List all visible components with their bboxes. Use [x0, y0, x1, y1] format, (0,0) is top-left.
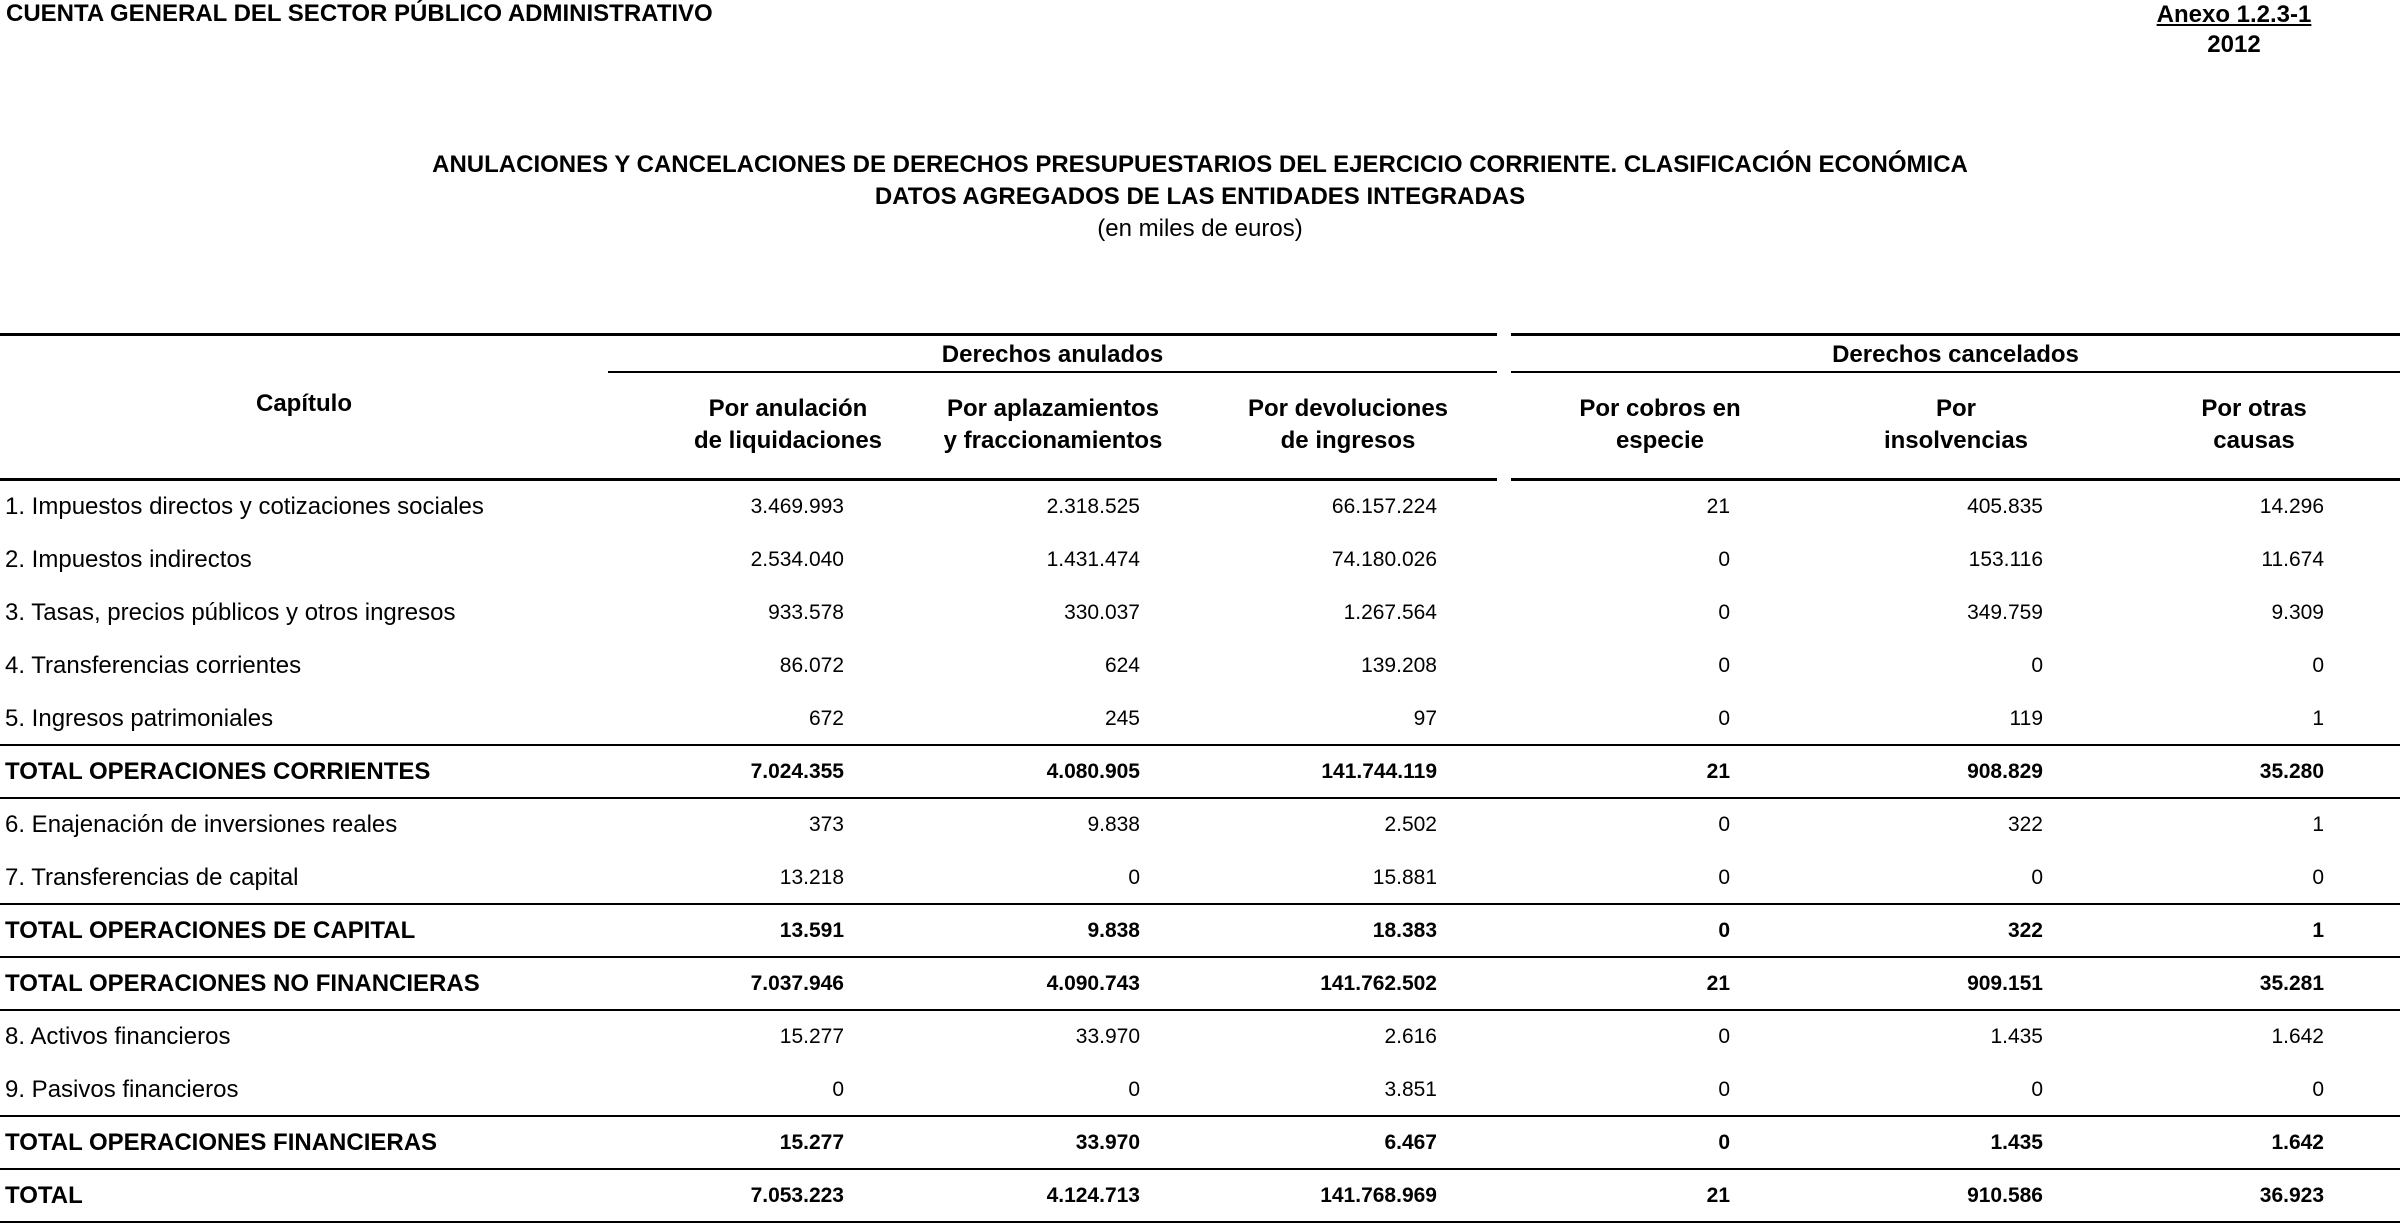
table-cell: 119 — [2009, 707, 2043, 730]
table-cell: 9.838 — [1087, 813, 1140, 836]
table-cell: 0 — [1718, 1025, 1730, 1048]
table-cell: 0 — [1128, 866, 1140, 889]
report-title: ANULACIONES Y CANCELACIONES DE DERECHOS PRESUPUESTARIOS DEL EJERCICIO CORRIENTE. CLASIFICACIÓN ECONÓMICA — [432, 151, 1968, 178]
table-cell: 2.318.525 — [1046, 495, 1140, 518]
table-cell: 9.838 — [1087, 919, 1140, 942]
table-cell: 0 — [1718, 707, 1730, 730]
table-cell: 624 — [1104, 654, 1140, 677]
table-cell: 21 — [1706, 972, 1730, 995]
group-header-cancelados: Derechos cancelados — [1832, 341, 2079, 368]
table-cell: 322 — [2007, 919, 2043, 942]
table-cell: 141.744.119 — [1321, 760, 1437, 783]
units-note: (en miles de euros) — [1097, 215, 1303, 242]
header-top-rule-right — [1511, 333, 2400, 336]
table-cell: 86.072 — [779, 654, 844, 677]
row-rule — [0, 1221, 2400, 1223]
table-cell: 1 — [2312, 813, 2324, 836]
table-cell: 349.759 — [1967, 601, 2043, 624]
table-cell: 4.080.905 — [1046, 760, 1140, 783]
table-cell: 0 — [2312, 1078, 2324, 1101]
table-cell: 373 — [808, 813, 844, 836]
table-cell: 9.309 — [2271, 601, 2324, 624]
report-subtitle: DATOS AGREGADOS DE LAS ENTIDADES INTEGRADAS — [874, 183, 1526, 210]
table-cell: 74.180.026 — [1331, 548, 1437, 571]
table-cell: 21 — [1706, 1184, 1730, 1207]
table-cell: 33.970 — [1075, 1025, 1140, 1048]
annex-label: Anexo 1.2.3-1 — [2156, 1, 2312, 28]
table-cell: 36.923 — [2259, 1184, 2324, 1207]
table-cell: 7.037.946 — [750, 972, 844, 995]
group-header-anulados: Derechos anulados — [941, 341, 1164, 368]
table-cell: 2.616 — [1384, 1025, 1437, 1048]
table-cell: 0 — [1128, 1078, 1140, 1101]
table-cell: 2.502 — [1384, 813, 1437, 836]
table-cell: 3.469.993 — [750, 495, 844, 518]
table-cell: 141.762.502 — [1320, 972, 1437, 995]
table-cell: 7.053.223 — [750, 1184, 844, 1207]
column-header-devoluciones: Por devoluciones de ingresos — [1247, 395, 1449, 454]
table-cell: 66.157.224 — [1331, 495, 1437, 518]
table-row-label: 6. Enajenación de inversiones reales — [5, 811, 398, 838]
table-cell: 0 — [2031, 1078, 2043, 1101]
table-cell: 4.090.743 — [1046, 972, 1140, 995]
table-cell: 1 — [2312, 707, 2324, 730]
table-cell: 405.835 — [1967, 495, 2043, 518]
row-header-capitulo: Capítulo — [256, 390, 352, 417]
table-cell: 245 — [1104, 707, 1140, 730]
table-cell: 1 — [2312, 919, 2324, 942]
table-cell: 330.037 — [1064, 601, 1140, 624]
table-cell: 933.578 — [768, 601, 844, 624]
table-cell: 1.267.564 — [1343, 601, 1437, 624]
table-cell: 0 — [2312, 866, 2324, 889]
table-cell: 909.151 — [1967, 972, 2043, 995]
table-cell: 139.208 — [1361, 654, 1437, 677]
table-total-row-label: TOTAL — [5, 1182, 83, 1209]
header-top-rule-left — [0, 333, 1497, 336]
column-header-otras-causas: Por otras causas — [2201, 395, 2307, 454]
column-header-aplazamientos: Por aplazamientos y fraccionamientos — [943, 395, 1163, 454]
table-cell: 1.435 — [1990, 1025, 2043, 1048]
group-rule-anulados — [608, 371, 1497, 373]
annex-year: 2012 — [2207, 31, 2261, 58]
table-cell: 0 — [1718, 601, 1730, 624]
table-cell: 15.277 — [779, 1131, 844, 1154]
table-cell: 21 — [1706, 495, 1730, 518]
table-row-label: 3. Tasas, precios públicos y otros ingresos — [5, 599, 456, 626]
table-cell: 0 — [1718, 1078, 1730, 1101]
table-row-label: 4. Transferencias corrientes — [5, 652, 302, 679]
table-cell: 14.296 — [2259, 495, 2324, 518]
table-cell: 3.851 — [1384, 1078, 1437, 1101]
annex-block — [2134, 0, 2334, 61]
table-cell: 0 — [2031, 654, 2043, 677]
table-cell: 35.281 — [2259, 972, 2324, 995]
table-row-label: 5. Ingresos patrimoniales — [5, 705, 274, 732]
organization-title: CUENTA GENERAL DEL SECTOR PÚBLICO ADMINISTRATIVO — [6, 0, 713, 27]
table-row-label: 1. Impuestos directos y cotizaciones sociales — [5, 493, 484, 520]
table-total-row-label: TOTAL OPERACIONES FINANCIERAS — [5, 1129, 438, 1156]
table-cell: 7.024.355 — [750, 760, 844, 783]
table-cell: 1.431.474 — [1046, 548, 1140, 571]
table-cell: 0 — [1718, 919, 1730, 942]
table-cell: 0 — [1718, 866, 1730, 889]
table-cell: 15.881 — [1372, 866, 1437, 889]
table-cell: 908.829 — [1967, 760, 2043, 783]
column-header-cobros-especie: Por cobros en especie — [1579, 395, 1741, 454]
report-titles — [0, 149, 2400, 245]
table-row-label: 2. Impuestos indirectos — [5, 546, 252, 573]
column-header-anulacion-liquidaciones: Por anulación de liquidaciones — [693, 395, 883, 454]
table-cell: 15.277 — [779, 1025, 844, 1048]
table-total-row-label: TOTAL OPERACIONES NO FINANCIERAS — [5, 970, 480, 997]
group-rule-cancelados — [1511, 371, 2400, 373]
column-header-insolvencias: Por insolvencias — [1883, 395, 2029, 454]
table-cell: 35.280 — [2259, 760, 2324, 783]
table-total-row-label: TOTAL OPERACIONES DE CAPITAL — [5, 917, 416, 944]
table-cell: 0 — [1718, 548, 1730, 571]
table-cell: 0 — [1718, 654, 1730, 677]
table-cell: 33.970 — [1075, 1131, 1140, 1154]
table-cell: 1.435 — [1990, 1131, 2043, 1154]
table-cell: 153.116 — [1968, 548, 2043, 571]
table-total-row-label: TOTAL OPERACIONES CORRIENTES — [5, 758, 431, 785]
data-table — [0, 333, 2400, 1225]
table-cell: 910.586 — [1967, 1184, 2043, 1207]
table-cell: 4.124.713 — [1046, 1184, 1140, 1207]
table-cell: 672 — [808, 707, 844, 730]
table-cell: 1.642 — [2271, 1131, 2324, 1154]
table-cell: 0 — [1718, 1131, 1730, 1154]
table-cell: 18.383 — [1372, 919, 1437, 942]
table-cell: 21 — [1706, 760, 1730, 783]
table-cell: 1.642 — [2271, 1025, 2324, 1048]
table-cell: 97 — [1413, 707, 1437, 730]
table-cell: 141.768.969 — [1320, 1184, 1437, 1207]
table-cell: 0 — [832, 1078, 844, 1101]
table-cell: 6.467 — [1384, 1131, 1437, 1154]
table-cell: 0 — [1718, 813, 1730, 836]
table-row-label: 7. Transferencias de capital — [5, 864, 299, 891]
table-cell: 13.218 — [779, 866, 844, 889]
table-row-label: 8. Activos financieros — [5, 1023, 231, 1050]
table-cell: 11.674 — [2261, 548, 2324, 571]
table-cell: 0 — [2031, 866, 2043, 889]
table-cell: 13.591 — [779, 919, 844, 942]
table-cell: 2.534.040 — [750, 548, 844, 571]
table-row-label: 9. Pasivos financieros — [5, 1076, 239, 1103]
table-cell: 0 — [2312, 654, 2324, 677]
table-cell: 322 — [2007, 813, 2043, 836]
